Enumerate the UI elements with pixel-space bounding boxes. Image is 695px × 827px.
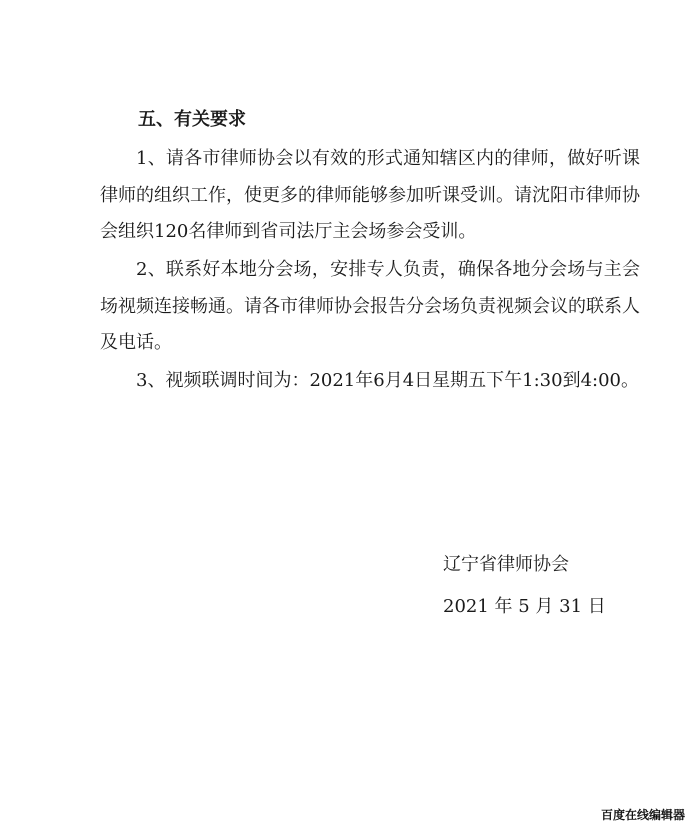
requirement-paragraph-2: 2、联系好本地分会场，安排专人负责，确保各地分会场与主会场视频连接畅通。请各市律师协会报告分会场负责视频会议的联系人及电话。	[100, 259, 640, 353]
signature-organization: 辽宁省律师协会	[443, 554, 569, 575]
section-heading: 五、有关要求	[138, 109, 246, 130]
watermark-text: 百度在线编辑器	[600, 808, 685, 822]
requirement-paragraph-3: 3、视频联调时间为：2021年6月4日星期五下午1:30到4:00。	[136, 370, 640, 391]
requirement-paragraph-1: 1、请各市律师协会以有效的形式通知辖区内的律师，做好听课律师的组织工作，使更多的律师能够参加听课受训。请沈阳市律师协会组织120名律师到省司法厅主会场参会受训。	[100, 148, 640, 242]
signature-date: 2021 年 5 月 31 日	[443, 596, 606, 617]
